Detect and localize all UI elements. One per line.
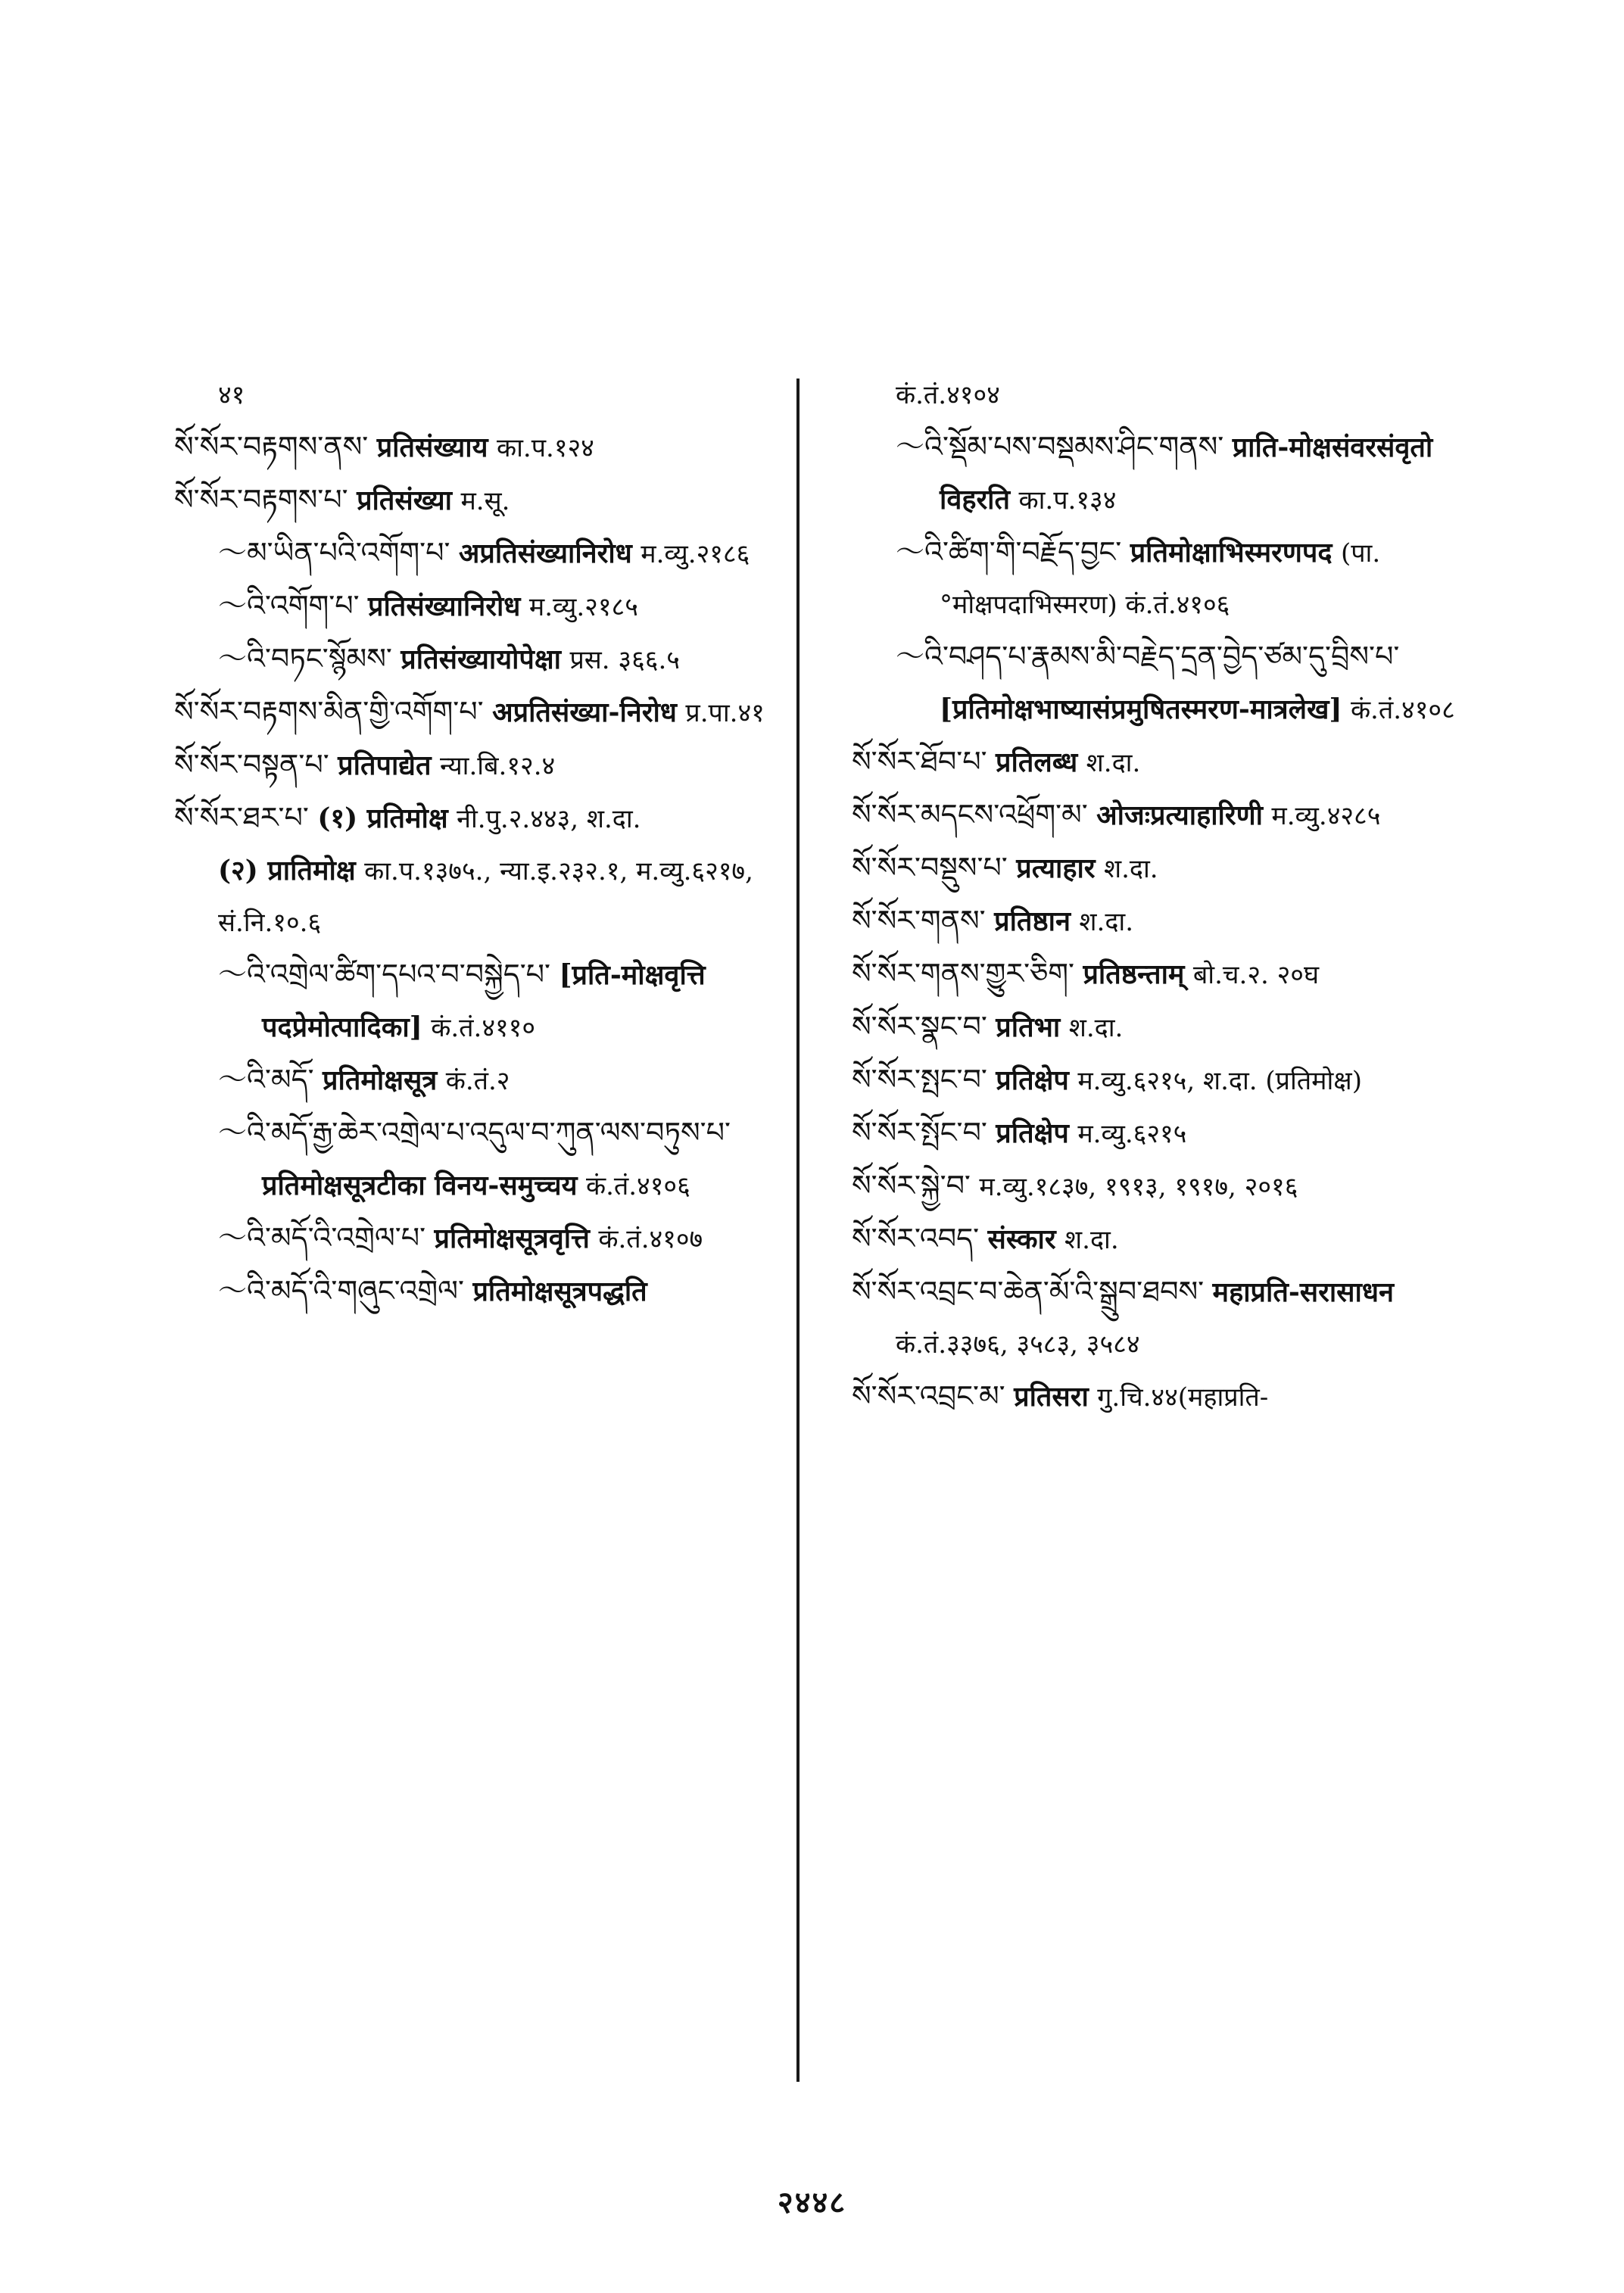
source-reference: श.दा. bbox=[1103, 854, 1158, 884]
sanskrit-equivalent: [प्रतिमोक्षभाष्यासंप्रमुषितस्मरण-मात्रलेख] bbox=[940, 693, 1342, 725]
tibetan-headword: སོ་སོར་གནས་ bbox=[852, 904, 986, 937]
sanskrit-equivalent: (१) प्रतिमोक्ष bbox=[317, 802, 448, 834]
dictionary-entry bbox=[174, 527, 791, 580]
source-reference: का.प.१३७५., न्या.इ.२३२.१, म.व्यु.६२१७, सं.नि.१०.६ bbox=[218, 856, 753, 938]
dictionary-entry bbox=[174, 369, 791, 421]
tibetan-headword: ～འི་འགྲེལ་ཚིག་དཔའ་བ་བསྐྱེད་པ་ bbox=[218, 958, 551, 991]
tibetan-headword: སོ་སོར་བརྟགས་མིན་གྱི་འགོག་པ་ bbox=[174, 695, 484, 728]
sanskrit-equivalent: प्रत्याहार bbox=[1016, 852, 1096, 884]
sanskrit-equivalent: प्रतिसंख्याय bbox=[376, 431, 488, 463]
dictionary-entry bbox=[852, 1266, 1484, 1370]
sanskrit-equivalent: प्रतिसंख्यायोपेक्षा bbox=[401, 643, 561, 675]
sanskrit-equivalent: महाप्रति-सरासाधन bbox=[1212, 1276, 1394, 1308]
dictionary-entry bbox=[852, 1213, 1484, 1266]
dictionary-entry bbox=[852, 789, 1484, 842]
tibetan-headword: ～འི་འགོག་པ་ bbox=[218, 589, 360, 622]
tibetan-headword: སོ་སོར་འབྲང་མ་ bbox=[852, 1379, 1005, 1413]
dictionary-entry bbox=[174, 845, 791, 949]
tibetan-headword: ～འི་མདོ་འི་འགྲེལ་པ་ bbox=[218, 1221, 426, 1254]
source-reference: श.दा. bbox=[1064, 1225, 1119, 1255]
sanskrit-equivalent: प्रतिष्ठन्ताम् bbox=[1083, 958, 1185, 990]
source-reference: कं.तं.२ bbox=[445, 1066, 510, 1096]
sanskrit-equivalent: प्रतिमोक्षसूत्र bbox=[323, 1064, 438, 1096]
dictionary-entry bbox=[174, 421, 791, 474]
tibetan-headword: སོ་སོར་སྤོང་བ་ bbox=[852, 1116, 987, 1149]
tibetan-headword: སོ་སོར་སྐྱེ་བ་ bbox=[852, 1169, 971, 1202]
dictionary-entry bbox=[174, 633, 791, 686]
source-reference: कं.तं.३३७६, ३५८३, ३५८४ bbox=[896, 1329, 1140, 1360]
source-reference: श.दा. bbox=[1079, 907, 1134, 937]
source-reference: प्र.पा.४१ bbox=[685, 698, 765, 728]
source-reference: न्या.बि.१२.४ bbox=[439, 751, 556, 781]
right-column bbox=[852, 369, 1484, 1423]
source-reference: म.व्यु.१८३७, १९१३, १९१७, २०१६ bbox=[979, 1172, 1298, 1202]
tibetan-headword: སོ་སོར་བསྟན་པ་ bbox=[174, 748, 329, 781]
dictionary-entry bbox=[852, 1160, 1484, 1213]
source-reference: का.प.१३४ bbox=[1018, 485, 1117, 516]
sanskrit-equivalent: प्रतिमोक्षसूत्रवृत्ति bbox=[434, 1223, 590, 1254]
sanskrit-equivalent: प्रतिक्षेप bbox=[996, 1064, 1069, 1096]
page-number: २४४८ bbox=[777, 2185, 847, 2220]
source-reference: म.व्यु.६२१५, श.दा. (प्रतिमोक्ष) bbox=[1077, 1066, 1362, 1096]
dictionary-entry bbox=[852, 526, 1484, 631]
sanskrit-equivalent: [प्रति-मोक्षवृत्ति पदप्रेमोत्पादिका] bbox=[262, 959, 706, 1043]
source-reference: कं.तं.४११० bbox=[431, 1013, 536, 1043]
dictionary-entry bbox=[852, 1107, 1484, 1160]
dictionary-entry bbox=[852, 369, 1484, 421]
source-reference: म.व्यु.६२१५ bbox=[1077, 1119, 1187, 1149]
dictionary-entry bbox=[174, 1107, 791, 1212]
dictionary-entry bbox=[174, 580, 791, 633]
column-divider bbox=[796, 379, 800, 2082]
tibetan-headword: ～འི་མདོ་འི་གཞུང་འགྲེལ་ bbox=[218, 1274, 464, 1307]
source-reference: का.प.१२४ bbox=[496, 433, 594, 463]
sanskrit-equivalent: प्रतिमोक्षसूत्रटीका विनय-समुच्चय bbox=[262, 1170, 578, 1201]
dictionary-entry bbox=[852, 895, 1484, 948]
tibetan-headword: སོ་སོར་འབད་ bbox=[852, 1222, 980, 1255]
dictionary-entry bbox=[174, 686, 791, 739]
tibetan-headword: སོ་སོར་བསྡུས་པ་ bbox=[852, 851, 1008, 884]
sanskrit-equivalent: प्रतिष्ठान bbox=[994, 905, 1071, 937]
sanskrit-equivalent: प्रतिसंख्या bbox=[357, 484, 452, 516]
dictionary-entry bbox=[852, 631, 1484, 736]
dictionary-entry bbox=[174, 949, 791, 1054]
sanskrit-equivalent: प्रतिपाद्येत bbox=[338, 749, 432, 781]
sanskrit-equivalent: प्रतिमोक्षाभिस्मरणपद bbox=[1130, 537, 1333, 569]
sanskrit-equivalent: प्रतिसंख्यानिरोध bbox=[368, 590, 521, 622]
source-reference: कं.तं.४१०८ bbox=[1350, 695, 1455, 725]
dictionary-entry bbox=[852, 421, 1484, 526]
left-column bbox=[174, 369, 791, 1318]
tibetan-headword: སོ་སོར་ཐར་པ་ bbox=[174, 801, 309, 834]
sanskrit-equivalent: (२) प्रातिमोक्ष bbox=[218, 855, 356, 886]
tibetan-headword: སོ་སོར་སྤང་བ་ bbox=[852, 1063, 987, 1096]
source-reference: म.व्यु.२१८५ bbox=[528, 592, 638, 622]
dictionary-entry bbox=[174, 739, 791, 792]
sanskrit-equivalent: प्रतिसरा bbox=[1014, 1381, 1089, 1413]
sanskrit-equivalent: ओजःप्रत्याहारिणी bbox=[1096, 799, 1263, 831]
sanskrit-equivalent: प्रतिमोक्षसूत्रपद्धति bbox=[472, 1276, 647, 1307]
dictionary-entry bbox=[174, 792, 791, 845]
tibetan-headword: སོ་སོར་ཐོབ་པ་ bbox=[852, 745, 987, 778]
source-reference: श.दा. bbox=[1086, 748, 1141, 778]
tibetan-headword: སོ་སོར་སྣང་བ་ bbox=[852, 1010, 987, 1043]
sanskrit-equivalent: प्रतिलब्ध bbox=[996, 746, 1078, 778]
source-reference: (पा. °मोक्षपदाभिस्मरण) कं.तं.४१०६ bbox=[940, 538, 1381, 620]
sanskrit-equivalent: प्रतिभा bbox=[996, 1011, 1061, 1043]
source-reference: नी.पु.२.४४३, श.दा. bbox=[457, 804, 641, 834]
sanskrit-equivalent: प्रतिक्षेप bbox=[996, 1117, 1069, 1149]
dictionary-entry bbox=[174, 474, 791, 527]
sanskrit-equivalent: अप्रतिसंख्या-निरोध bbox=[492, 696, 677, 728]
tibetan-headword: ～འི་བཤད་པ་རྣམས་མི་བརྗེད་དྲན་བྱེད་ཙམ་དུ་བྲིས་པ་ bbox=[896, 640, 1400, 673]
source-reference: गु.चि.४४(महाप्रति- bbox=[1097, 1382, 1269, 1413]
source-reference: म.व्यु.४२८५ bbox=[1271, 801, 1381, 831]
source-reference: कं.तं.४१०७ bbox=[598, 1224, 703, 1254]
source-reference: ४१ bbox=[218, 380, 245, 410]
source-reference: कं.तं.४१०४ bbox=[896, 380, 1000, 410]
dictionary-entry bbox=[174, 1265, 791, 1318]
tibetan-headword: ～མ་ཡིན་པའི་འགོག་པ་ bbox=[218, 536, 450, 569]
dictionary-entry bbox=[852, 842, 1484, 895]
dictionary-entry bbox=[852, 1370, 1484, 1423]
sanskrit-equivalent: प्राति-मोक्षसंवरसंवृतो विहरति bbox=[940, 431, 1433, 516]
tibetan-headword: སོ་སོར་འབྲང་བ་ཆེན་མོ་འི་སྒྲུབ་ཐབས་ bbox=[852, 1275, 1205, 1308]
sanskrit-equivalent: संस्कार bbox=[987, 1223, 1056, 1255]
dictionary-entry bbox=[852, 1054, 1484, 1107]
dictionary-entry bbox=[852, 1001, 1484, 1054]
tibetan-headword: སོ་སོར་བརྟགས་ནས་ bbox=[174, 430, 369, 463]
tibetan-headword: སོ་སོར་བརྟགས་པ་ bbox=[174, 483, 348, 516]
tibetan-headword: ～འི་མདོ་ bbox=[218, 1063, 314, 1096]
sanskrit-equivalent: अप्रतिसंख्यानिरोध bbox=[458, 537, 632, 569]
tibetan-headword: ～འི་སྡོམ་པས་བསྡམས་ཤིང་གནས་ bbox=[896, 430, 1224, 463]
tibetan-headword: སོ་སོར་མདངས་འཕྲོག་མ་ bbox=[852, 798, 1088, 831]
source-reference: कं.तं.४१०६ bbox=[585, 1171, 690, 1201]
dictionary-entry bbox=[174, 1212, 791, 1265]
source-reference: प्रस. ३६६.५ bbox=[569, 645, 680, 675]
dictionary-entry bbox=[174, 1054, 791, 1107]
source-reference: म.व्यु.२१८६ bbox=[641, 539, 750, 569]
source-reference: म.सू. bbox=[460, 486, 510, 516]
tibetan-headword: ～འི་མདོ་རྒྱ་ཆེར་འགྲེལ་པ་འདུལ་བ་ཀུན་ལས་བཏུས་པ་ bbox=[218, 1116, 731, 1149]
tibetan-headword: སོ་སོར་གནས་གྱུར་ཅིག་ bbox=[852, 957, 1074, 990]
dictionary-entry bbox=[852, 736, 1484, 789]
source-reference: बो.च.२. २०घ bbox=[1192, 960, 1320, 990]
dictionary-entry bbox=[852, 948, 1484, 1001]
source-reference: श.दा. bbox=[1068, 1013, 1124, 1043]
tibetan-headword: ～འི་ཚིག་གི་བརྗོད་བྱང་ bbox=[896, 535, 1122, 569]
tibetan-headword: ～འི་བཏང་སྙོམས་ bbox=[218, 642, 392, 675]
